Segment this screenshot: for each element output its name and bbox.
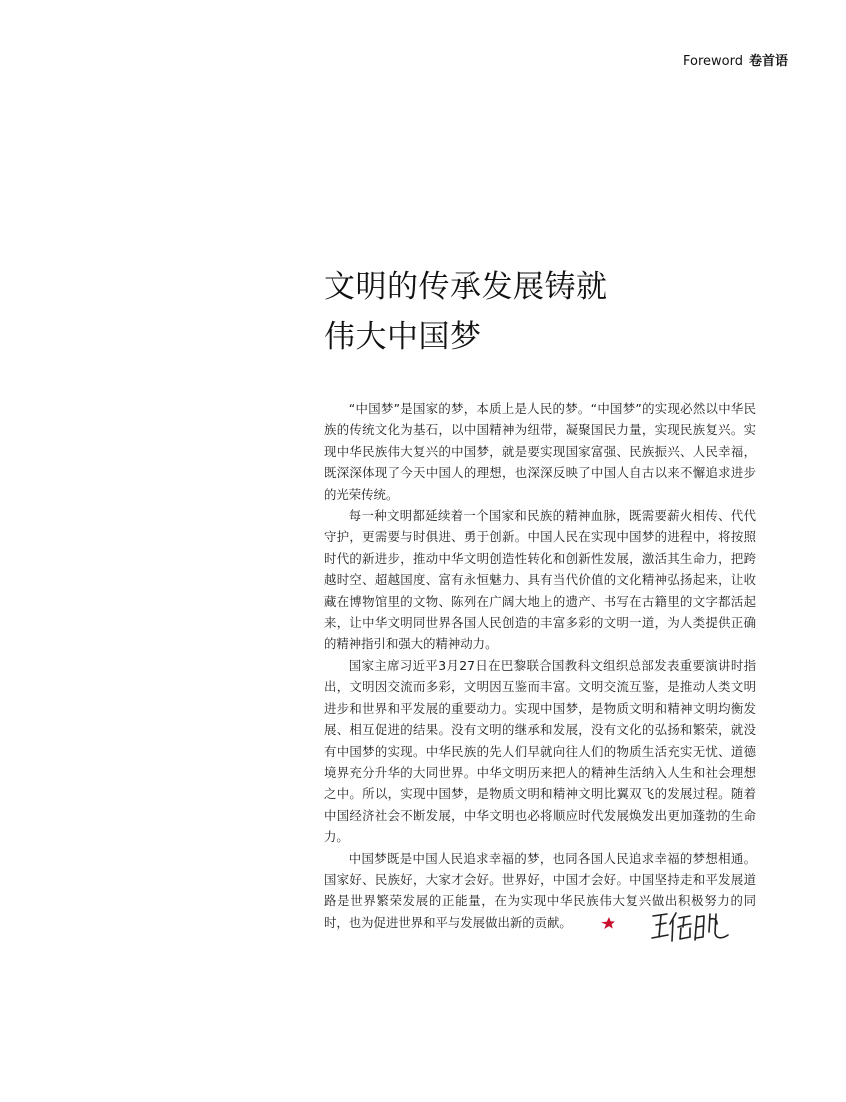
article-paragraph-3: 国家主席习近平3月27日在巴黎联合国教科文组织总部发表重要演讲时指出，文明因交流而多彩，文明因互鉴而丰富。文明交流互鉴，是推动人类文明进步和世界和平发展的重要动力。实现中国梦，是物质文明和精神文明均衡发展、相互促进的结果。没有文明的继承和发展，没有文化的弘扬和繁荣，就没有中国梦的实现。中华民族的先人们早就向往人们的物质生活充实无忧、道德境界充分升华的大同世界。中华文明历来把人的精神生活纳入人生和社会理想之中。所以，实现中国梦，是物质文明和精神文明比翼双飞的发展过程。随着中国经济社会不断发展，中华文明也必将顺应时代发展焕发出更加蓬勃的生命力。 [324,657,756,845]
article-body [324,398,756,936]
article-paragraph-1: “中国梦”是国家的梦，本质上是人民的梦。“中国梦”的实现必然以中华民族的传统文化为基石，以中国精神为纽带，凝聚国民力量，实现民族复兴。实现中华民族伟大复兴的中国梦，就是要实现国家富强、民族振兴、人民幸福，既深深体现了今天中国人的理想，也深深反映了中国人自古以来不懈追求进步的光荣传统。 [324,401,756,502]
header-english-label: Foreword [683,54,743,69]
red-star-icon [575,915,616,936]
page-header [683,50,788,69]
article-paragraph-4-text: 中国梦既是中国人民追求幸福的梦，也同各国人民追求幸福的梦想相通。国家好、民族好，大家才会好。世界好，中国才会好。中国坚持走和平发展道路是世界繁荣发展的正能量，在为实现中华民族伟大复兴做出积极努力的同时，也为促进世界和平与发展做出新的贡献。 [324,850,756,930]
author-signature [650,910,732,948]
article-title [324,262,608,362]
article-paragraph-2: 每一种文明都延续着一个国家和民族的精神血脉，既需要薪火相传、代代守护，更需要与时俱进、勇于创新。中国人民在实现中国梦的进程中，将按照时代的新进步，推动中华文明创造性转化和创新性发展，激活其生命力，把跨越时空、超越国度、富有永恒魅力、具有当代价值的文化精神弘扬起来，让收藏在博物馆里的文物、陈列在广阔大地上的遗产、书写在古籍里的文字都活起来，让中华文明同世界各国人民创造的丰富多彩的文明一道，为人类提供正确的精神指引和强大的精神动力。 [324,508,756,652]
article-title-line-2: 伟大中国梦 [324,319,482,355]
header-chinese-label: 卷首语 [748,54,788,69]
article-title-line-1: 文明的传承发展铸就 [324,269,608,305]
